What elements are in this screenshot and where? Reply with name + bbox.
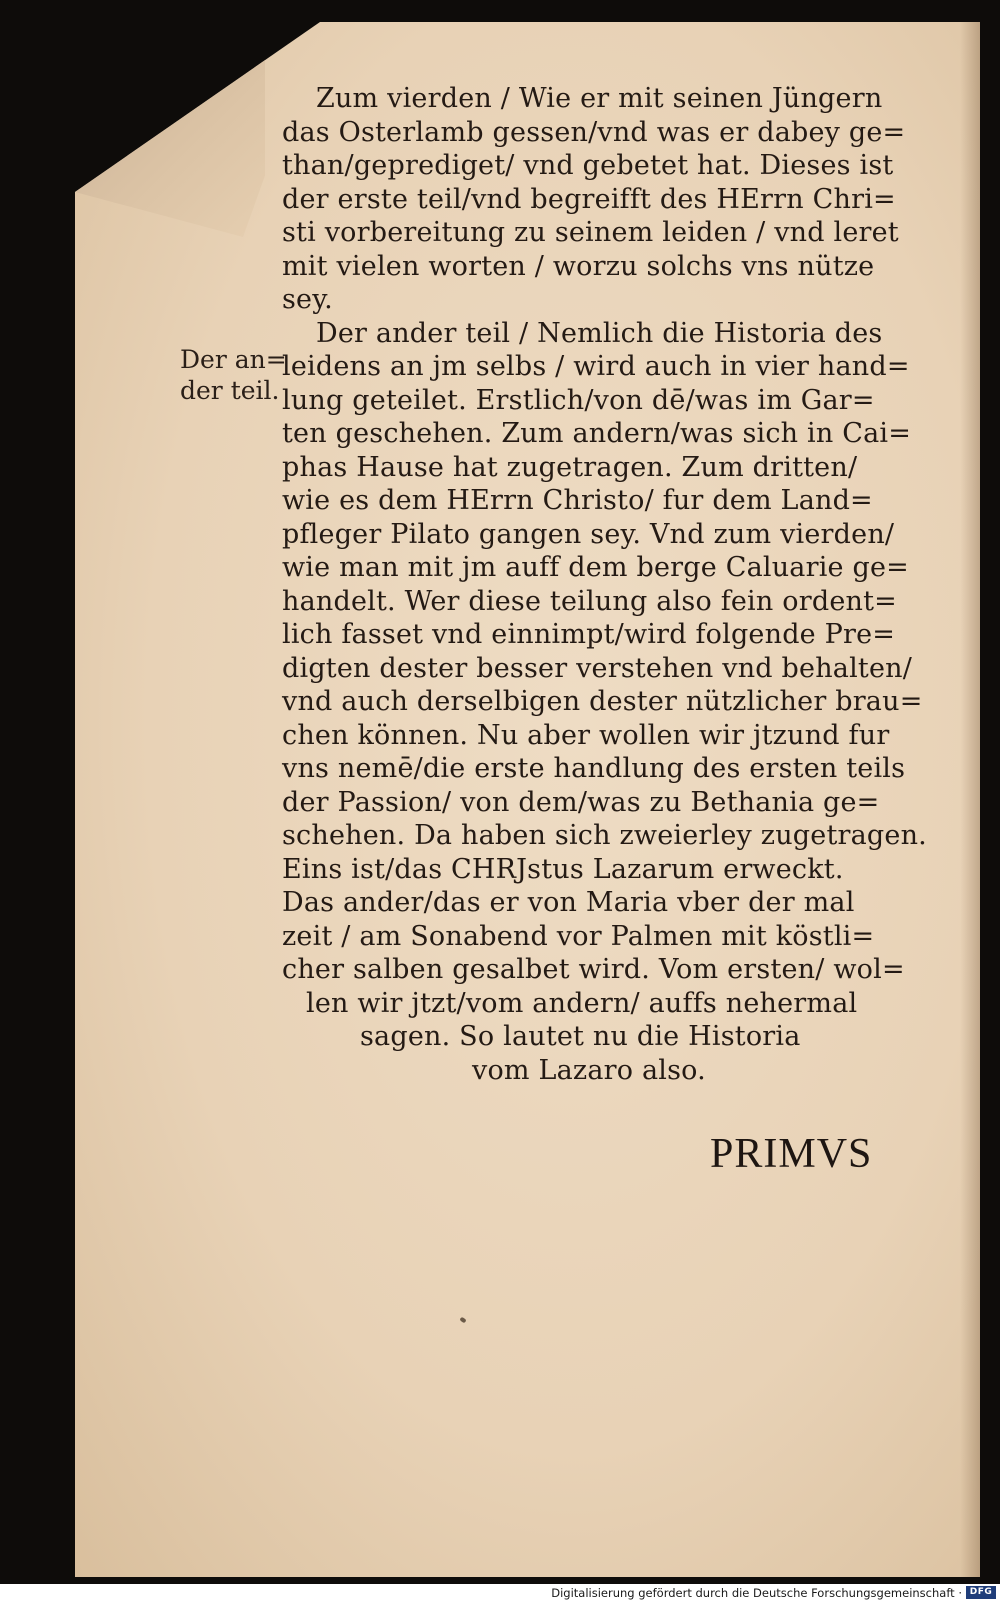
- text-line: mit vielen worten / worzu solchs vns nütze: [282, 250, 875, 282]
- text-line: vnd auch derselbigen dester nützlicher brau=: [282, 686, 923, 717]
- text-line: ten geschehen. Zum andern/was sich in Cai=: [282, 418, 912, 449]
- text-line: sagen. So lautet nu die Historia: [360, 1021, 801, 1052]
- text-line: phas Hause hat zugetragen. Zum dritten/: [282, 451, 858, 483]
- text-line: Der ander teil / Nemlich die Historia des: [316, 317, 883, 349]
- text-line: leidens an jm selbs / wird auch in vier hand=: [282, 351, 910, 382]
- text-line: der erste teil/vnd begreifft des HErrn Chri=: [282, 183, 896, 215]
- text-line: wie es dem HErrn Christo/ fur dem Land=: [282, 485, 873, 516]
- marginal-note-line: der teil.: [180, 376, 280, 405]
- text-line: cher salben gesalbet wird. Vom ersten/ wol=: [282, 954, 905, 985]
- text-line: lich fasset vnd einnimpt/wird folgende Pre=: [282, 619, 896, 650]
- text-line: than/geprediget/ vnd gebetet hat. Dieses ist: [282, 150, 894, 181]
- text-line: Eins ist/das CHRJstus Lazarum erweckt.: [282, 853, 844, 885]
- text-line: chen können. Nu aber wollen wir jtzund fur: [282, 719, 890, 751]
- catchword: PRIMVS: [710, 1131, 873, 1177]
- footer-bar: [0, 1584, 1000, 1602]
- page-edge-shadow: [960, 22, 980, 1577]
- text-line: pfleger Pilato gangen sey. Vnd zum vierden/: [282, 518, 895, 550]
- text-line: sey.: [282, 284, 333, 315]
- text-line: len wir jtzt/vom andern/ auffs nehermal: [306, 987, 858, 1019]
- marginal-note-line: Der an=: [180, 345, 287, 374]
- text-line: vom Lazaro also.: [472, 1054, 706, 1086]
- text-line: schehen. Da haben sich zweierley zugetragen.: [282, 820, 927, 851]
- text-line: handelt. Wer diese teilung also fein ordent=: [282, 585, 897, 617]
- text-line: vns nemē/die erste handlung des ersten teils: [282, 753, 906, 784]
- text-line: der Passion/ von dem/was zu Bethania ge=: [282, 786, 880, 818]
- text-line: lung geteilet. Erstlich/von dē/was im Gar=: [282, 384, 875, 416]
- text-line: zeit / am Sonabend vor Palmen mit köstli=: [282, 920, 875, 952]
- dfg-logo: DFG: [966, 1586, 996, 1599]
- text-line: Zum vierden / Wie er mit seinen Jüngern: [316, 83, 883, 114]
- body-text: [282, 82, 927, 1087]
- marginal-note: [180, 344, 287, 406]
- funding-credit: Digitalisierung gefördert durch die Deutsche Forschungsgemeinschaft ·: [551, 1586, 962, 1600]
- text-line: Das ander/das er von Maria vber der mal: [282, 887, 855, 918]
- text-line: wie man mit jm auff dem berge Caluarie ge=: [282, 552, 909, 583]
- text-line: das Osterlamb gessen/vnd was er dabey ge=: [282, 116, 906, 148]
- text-line: sti vorbereitung zu seinem leiden / vnd leret: [282, 217, 899, 248]
- text-line: digten dester besser verstehen vnd behalten/: [282, 652, 913, 684]
